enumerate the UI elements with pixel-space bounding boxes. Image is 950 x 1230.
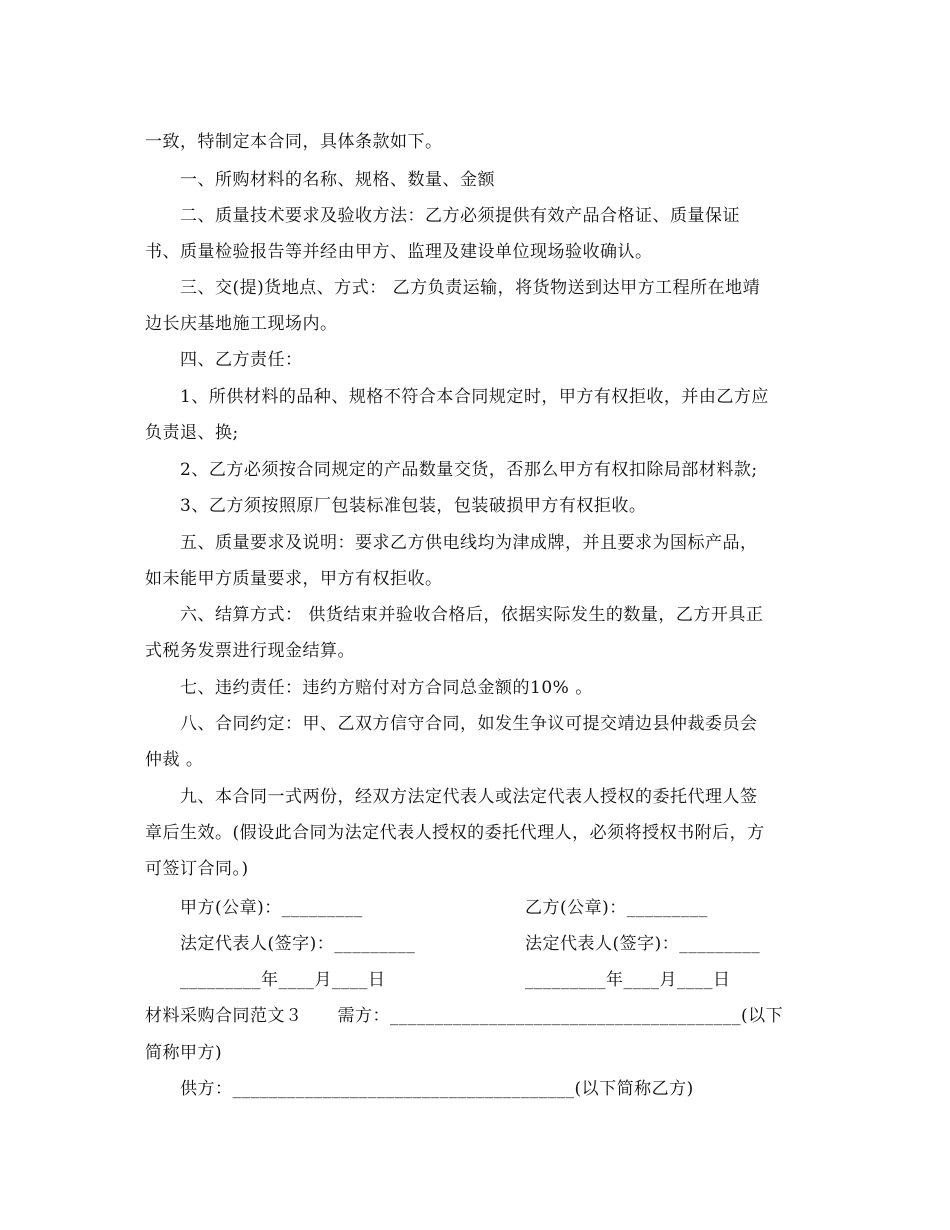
body-line: 边长庆基地施工现场内。 xyxy=(145,314,338,334)
party-a-date: _________年____月____日 xyxy=(180,970,386,990)
body-line: 三、交(提)货地点、方式： 乙方负责运输，将货物送到达甲方工程所在地靖 xyxy=(180,278,761,298)
body-line: 式税务发票进行现金结算。 xyxy=(145,641,355,661)
body-line: 书、质量检验报告等并经由甲方、监理及建设单位现场验收确认。 xyxy=(145,242,653,262)
body-line: 章后生效。(假设此合同为法定代表人授权的委托代理人，必须将授权书附后，方 xyxy=(145,823,765,843)
party-b-seal: 乙方(公章)：_________ xyxy=(525,898,708,918)
party-b-representative: 法定代表人(签字)：_________ xyxy=(525,934,761,954)
section-heading: 四、乙方责任： xyxy=(180,350,303,370)
next-contract-heading-continued: 简称甲方) xyxy=(145,1043,223,1063)
body-line: 仲裁 。 xyxy=(145,750,204,770)
party-a-representative: 法定代表人(签字)：_________ xyxy=(180,934,416,954)
body-line: 六、结算方式： 供货结束并验收合格后，依据实际发生的数量，乙方开具正 xyxy=(180,605,764,625)
body-line: 如未能甲方质量要求，甲方有权拒收。 xyxy=(145,569,443,589)
next-contract-heading: 材料采购合同范文３ 需方：_______________________________________(以下 xyxy=(145,1006,784,1026)
body-line: 1、所供材料的品种、规格不符合本合同规定时，甲方有权拒收，并由乙方应 xyxy=(180,387,769,407)
body-line: 一致，特制定本合同，具体条款如下。 xyxy=(145,132,443,152)
body-line: 八、合同约定：甲、乙双方信守合同，如发生争议可提交靖边县仲裁委员会 xyxy=(180,714,758,734)
body-line: 3、乙方须按照原厂包装标准包装，包装破损甲方有权拒收。 xyxy=(180,496,647,516)
body-line: 可签订合同。) xyxy=(145,859,249,879)
body-line: 九、本合同一式两份，经双方法定代表人或法定代表人授权的委托代理人签 xyxy=(180,787,758,807)
body-line: 七、违约责任：违约方赔付对方合同总金额的10% 。 xyxy=(180,678,593,698)
party-b-date: _________年____月____日 xyxy=(525,970,731,990)
body-line: 五、质量要求及说明：要求乙方供电线均为津成牌，并且要求为国标产品， xyxy=(180,533,758,553)
body-line: 二、质量技术要求及验收方法：乙方必须提供有效产品合格证、质量保证 xyxy=(180,206,740,226)
body-line: 负责退、换; xyxy=(145,423,239,443)
supplier-line: 供方：______________________________________(以下简称乙方) xyxy=(180,1079,694,1099)
section-heading: 一、所购材料的名称、规格、数量、金额 xyxy=(180,170,495,190)
party-a-seal: 甲方(公章)：_________ xyxy=(180,898,363,918)
body-line: 2、乙方必须按合同规定的产品数量交货，否那么甲方有权扣除局部材料款; xyxy=(180,460,758,480)
